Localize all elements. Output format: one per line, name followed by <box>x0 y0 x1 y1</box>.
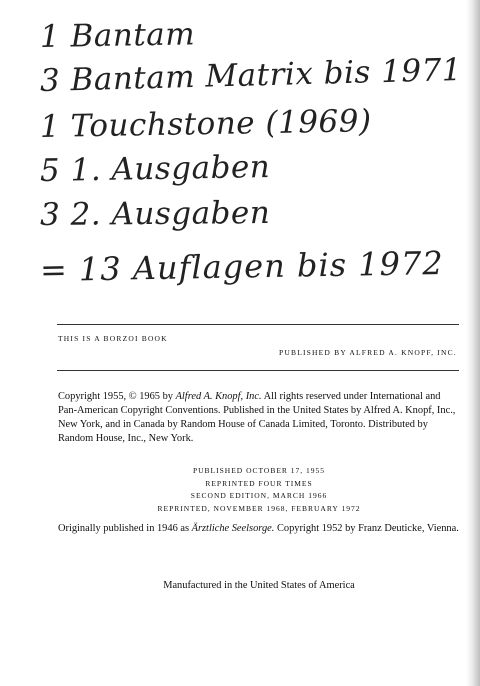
copyright-holder: Alfred A. Knopf, Inc. <box>175 391 262 402</box>
origpub-rest: Copyright 1952 by Franz Deuticke, Vienna. <box>274 523 459 534</box>
bottom-rule <box>57 370 459 371</box>
original-title: Ärztliche Seelsorge. <box>191 523 275 534</box>
manufactured-note: Manufactured in the United States of America <box>163 580 355 591</box>
handwritten-line: 3 2. Ausgaben <box>39 194 271 233</box>
publication-history-line: SECOND EDITION, MARCH 1966 <box>190 491 328 500</box>
handwritten-line: = 13 Auflagen bis 1972 <box>39 243 444 289</box>
handwritten-line: 3 Bantam Matrix bis 1971 <box>39 51 463 99</box>
handwritten-line: 1 Bantam <box>39 16 196 55</box>
handwritten-line: 5 1. Ausgaben <box>39 148 271 189</box>
copyright-prefix: Copyright 1955, © 1965 by <box>58 391 176 402</box>
origpub-prefix: Originally published in 1946 as <box>58 523 192 534</box>
publication-history-line: PUBLISHED OCTOBER 17, 1955 <box>192 466 326 475</box>
publication-history-line: REPRINTED, NOVEMBER 1968, FEBRUARY 1972 <box>157 503 361 513</box>
top-rule <box>57 324 459 325</box>
original-publication-note <box>58 522 460 536</box>
page-edge-shadow <box>466 0 480 686</box>
borzoi-book-line: THIS IS A BORZOI BOOK <box>58 334 168 343</box>
copyright-notice <box>58 390 460 446</box>
publisher-line: PUBLISHED BY ALFRED A. KNOPF, INC. <box>279 348 457 357</box>
publication-history-line: REPRINTED FOUR TIMES <box>205 478 313 488</box>
handwritten-line: 1 Touchstone (1969) <box>39 103 372 145</box>
copyright-rest: All rights reserved under International and Pan-American Copyright Conventions. Published in the United States by Alfred A. Knopf, Inc., New York, and in Canada by Random House of Canada Limited, Toronto. Distributed by Random House, Inc., New York. <box>58 391 456 444</box>
publication-history <box>58 465 460 515</box>
